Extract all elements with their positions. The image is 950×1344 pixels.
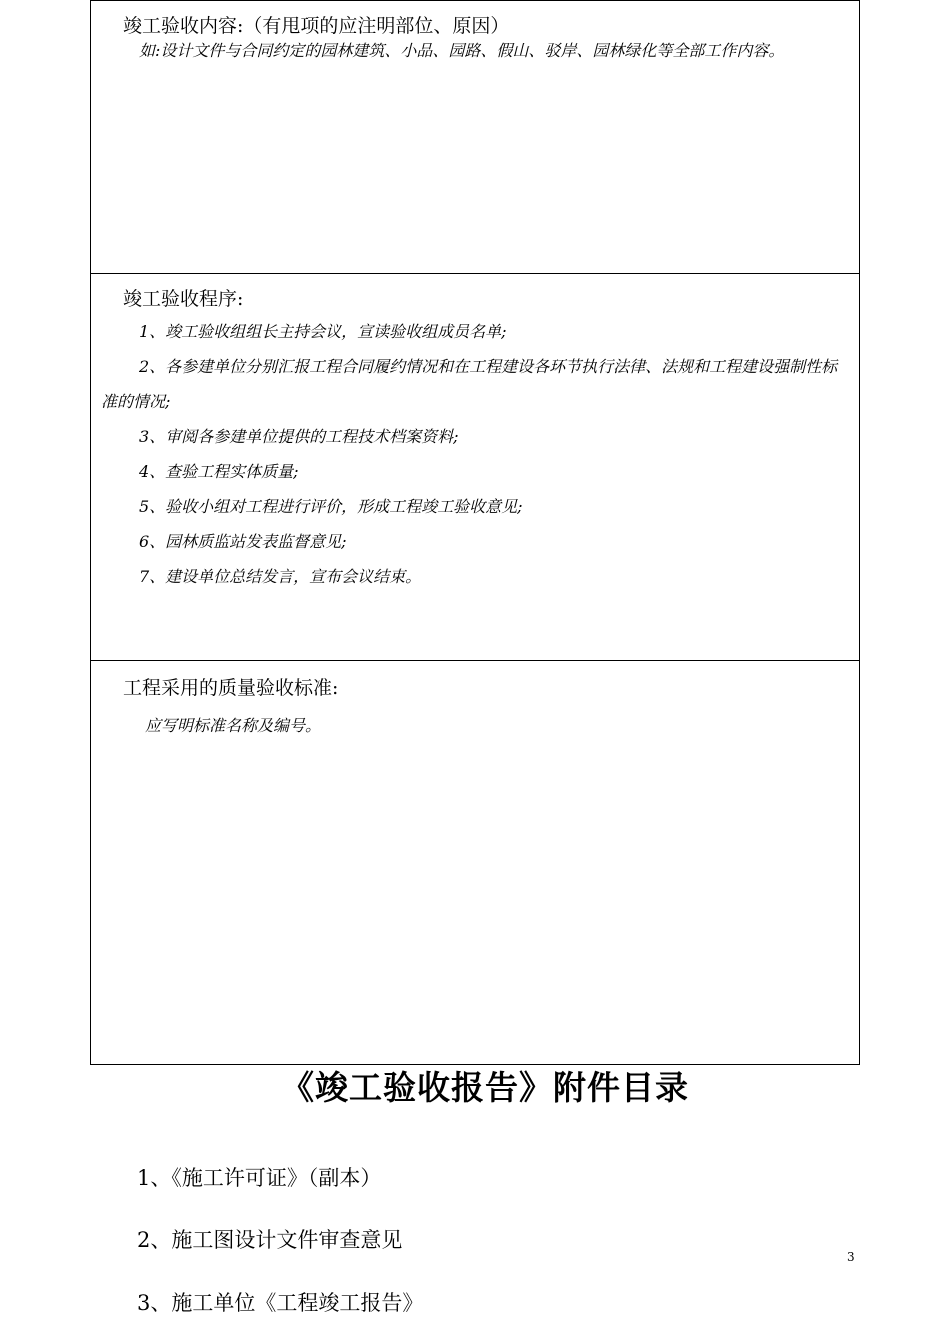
attachment-item: 2、施工图设计文件审查意见 bbox=[137, 1228, 403, 1252]
page-number: 3 bbox=[847, 1250, 855, 1264]
procedure-step: 2、各参建单位分别汇报工程合同履约情况和在工程建设各环节执行法律、法规和工程建设强制性标准的情况; bbox=[101, 357, 838, 411]
procedure-step: 7、建设单位总结发言，宣布会议结束。 bbox=[139, 567, 422, 586]
attachment-item: 3、施工单位《工程竣工报告》 bbox=[137, 1291, 424, 1315]
acceptance-content-heading: 竣工验收内容:（有甩项的应注明部位、原因） bbox=[123, 15, 510, 37]
acceptance-content-section bbox=[91, 1, 859, 274]
procedure-step: 3、审阅各参建单位提供的工程技术档案资料; bbox=[139, 427, 459, 446]
acceptance-procedure-heading: 竣工验收程序: bbox=[123, 288, 244, 310]
quality-standards-section bbox=[91, 661, 859, 1064]
procedure-step: 5、验收小组对工程进行评价，形成工程竣工验收意见; bbox=[139, 497, 523, 516]
procedure-step: 4、查验工程实体质量; bbox=[139, 462, 299, 481]
procedure-step: 6、园林质监站发表监督意见; bbox=[139, 532, 347, 551]
procedure-steps-list bbox=[101, 314, 853, 594]
procedure-step: 1、竣工验收组组长主持会议，宣读验收组成员名单; bbox=[139, 322, 507, 341]
acceptance-form-table bbox=[90, 0, 860, 1065]
quality-standards-heading: 工程采用的质量验收标准: bbox=[123, 677, 339, 699]
quality-standards-note: 应写明标准名称及编号。 bbox=[145, 716, 322, 735]
attachments-title: 《竣工验收报告》附件目录 bbox=[281, 1068, 689, 1107]
acceptance-content-note: 如:设计文件与合同约定的园林建筑、小品、园路、假山、驳岸、园林绿化等全部工作内容。 bbox=[139, 41, 785, 60]
acceptance-procedure-section bbox=[91, 274, 859, 661]
attachment-item: 1、《施工许可证》（副本） bbox=[137, 1166, 382, 1190]
